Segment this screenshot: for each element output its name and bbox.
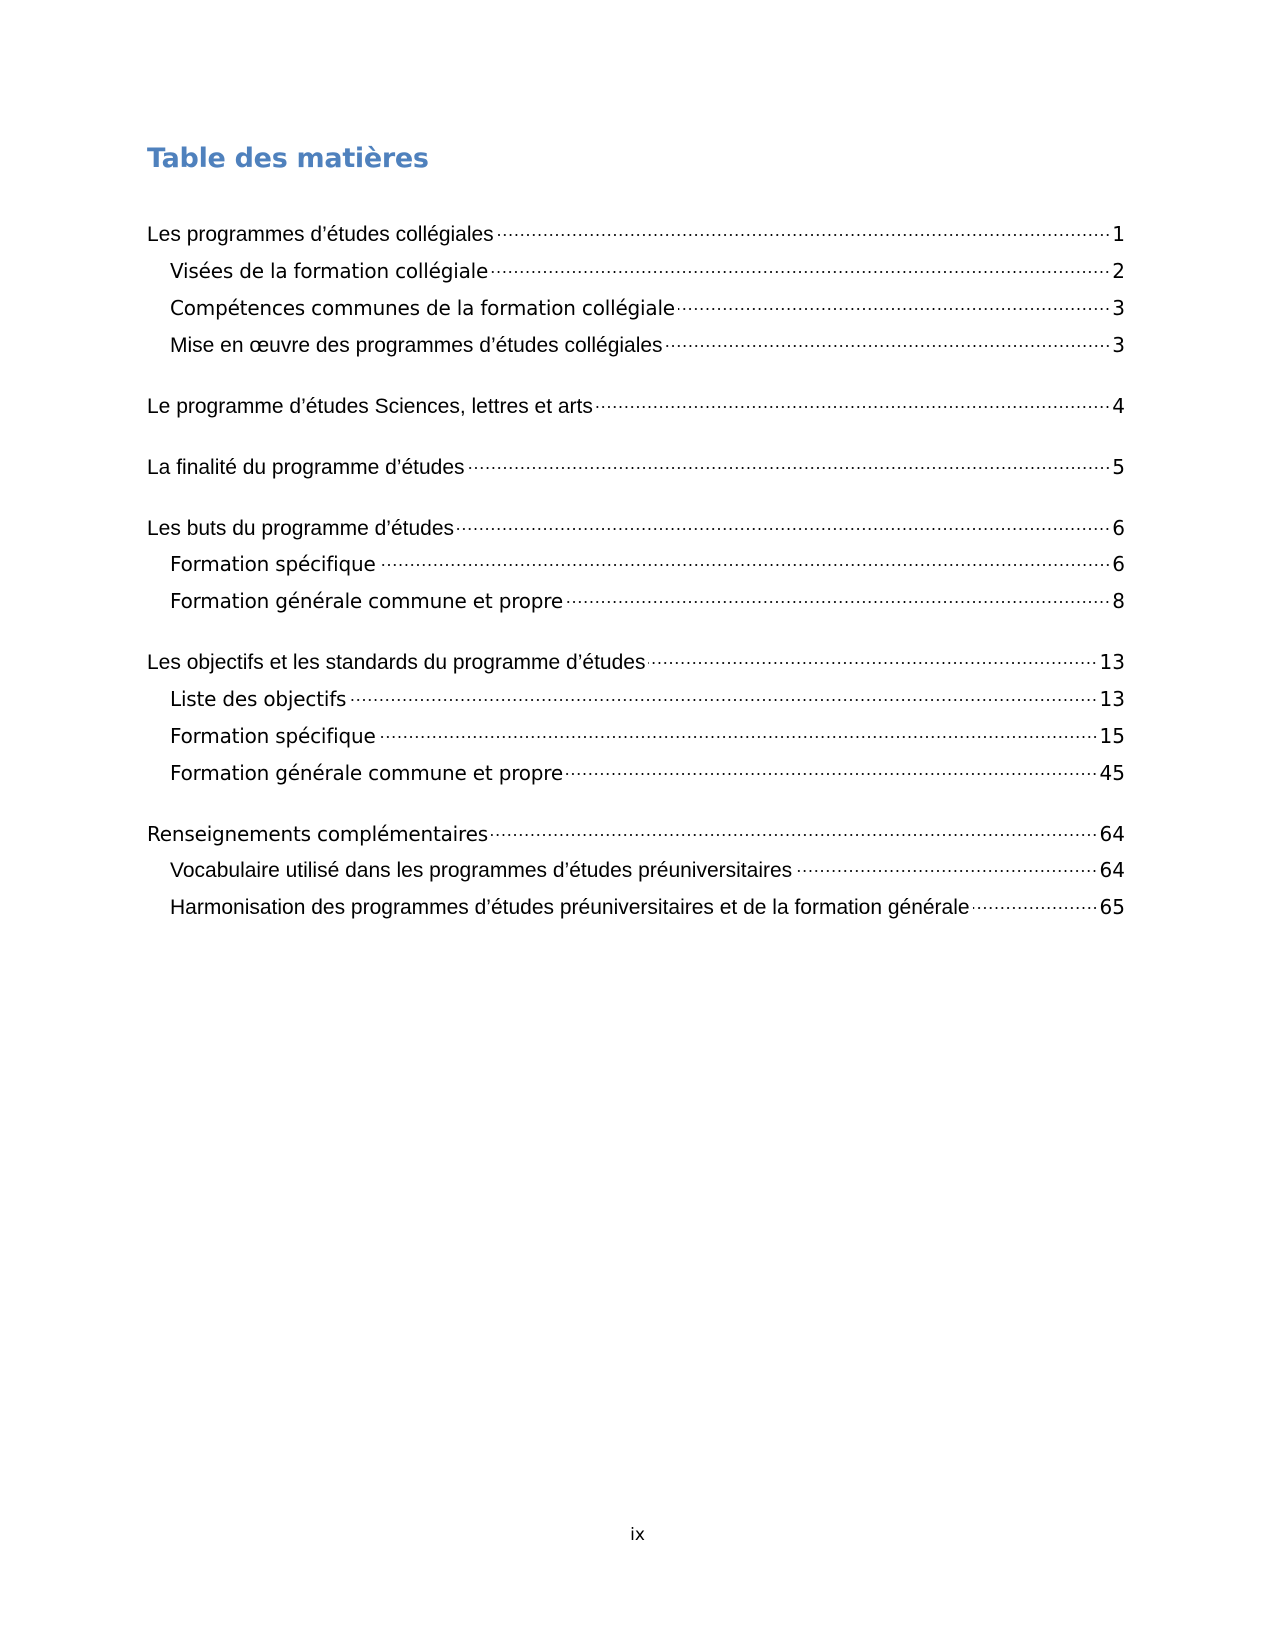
toc-entry-label: Le programme d’études Sciences, lettres et arts	[147, 395, 593, 418]
toc-entry-page: 6	[1112, 552, 1125, 576]
toc-entry-label: Formation générale commune et propre	[170, 761, 563, 785]
toc-entry-page: 45	[1099, 761, 1125, 785]
dot-leader	[666, 324, 1111, 352]
toc-entry-label: Vocabulaire utilisé dans les programmes d’études préuniversitaires	[170, 859, 793, 882]
toc-entry-label: Mise en œuvre des programmes d’études collégiales	[170, 334, 663, 357]
toc-entry[interactable]	[147, 507, 1125, 540]
dot-leader	[379, 715, 1098, 743]
dot-leader	[491, 813, 1098, 841]
dot-leader	[468, 446, 1111, 474]
dot-leader	[497, 213, 1111, 241]
toc-entry[interactable]	[147, 641, 1125, 674]
toc-entry-label: Renseignements complémentaires	[147, 822, 488, 846]
dot-leader	[566, 752, 1098, 780]
toc-entry-page: 64	[1099, 822, 1125, 846]
toc-entry-label: Compétences communes de la formation collégiale	[170, 296, 675, 320]
toc-entry-page: 8	[1112, 589, 1125, 613]
toc-entry-page: 15	[1099, 724, 1125, 748]
toc-entry[interactable]	[147, 813, 1125, 846]
toc-entry-label: Les programmes d’études collégiales	[147, 223, 494, 246]
toc-entry[interactable]	[170, 752, 1125, 785]
toc-entry-label: Les buts du programme d’études	[147, 517, 455, 540]
dot-leader	[379, 543, 1111, 571]
toc-entry-page: 65	[1099, 895, 1125, 919]
toc-entry-label: Formation générale commune et propre	[170, 589, 563, 613]
toc-entry-label: Visées de la formation collégiale	[170, 259, 489, 283]
page-number: ix	[630, 1525, 645, 1545]
toc-entry[interactable]	[147, 213, 1125, 246]
dot-leader	[795, 849, 1097, 877]
toc-entry[interactable]	[147, 385, 1125, 418]
dot-leader	[491, 250, 1110, 278]
toc-entry-page: 3	[1112, 333, 1125, 357]
toc-entry[interactable]	[170, 886, 1125, 919]
dot-leader	[596, 385, 1110, 413]
dot-leader	[648, 641, 1097, 669]
toc-entry-page: 3	[1112, 296, 1125, 320]
toc-entry-page: 4	[1112, 394, 1125, 418]
toc-entry-page: 6	[1112, 516, 1125, 540]
dot-leader	[973, 886, 1098, 914]
toc-entry[interactable]	[147, 446, 1125, 479]
toc-entry[interactable]	[170, 287, 1125, 320]
toc-entry-label: Formation spécifique	[170, 552, 376, 576]
toc-entry-page: 5	[1112, 455, 1125, 479]
toc-entry-page: 1	[1112, 222, 1125, 246]
toc-entry-label: La finalité du programme d’études	[147, 456, 465, 479]
dot-leader	[349, 678, 1097, 706]
toc-entry-label: Les objectifs et les standards du programme d’études	[147, 651, 646, 674]
dot-leader	[566, 580, 1110, 608]
toc-entry-page: 64	[1099, 858, 1125, 882]
dot-leader	[678, 287, 1110, 315]
page-title: Table des matières	[147, 143, 429, 174]
toc-entry[interactable]	[170, 543, 1125, 576]
toc-entry-label: Formation spécifique	[170, 724, 376, 748]
toc-entry[interactable]	[170, 678, 1125, 711]
toc-entry[interactable]	[170, 849, 1125, 882]
dot-leader	[457, 507, 1110, 535]
toc-entry-page: 13	[1099, 687, 1125, 711]
toc-entry-page: 2	[1112, 259, 1125, 283]
toc-entry-label: Liste des objectifs	[170, 687, 347, 711]
toc-entry[interactable]	[170, 715, 1125, 748]
toc-entry-page: 13	[1099, 650, 1125, 674]
toc-entry[interactable]	[170, 250, 1125, 283]
toc-entry-label: Harmonisation des programmes d’études préuniversitaires et de la formation générale	[170, 896, 970, 919]
toc-entry[interactable]	[170, 324, 1125, 357]
toc-entry[interactable]	[170, 580, 1125, 613]
